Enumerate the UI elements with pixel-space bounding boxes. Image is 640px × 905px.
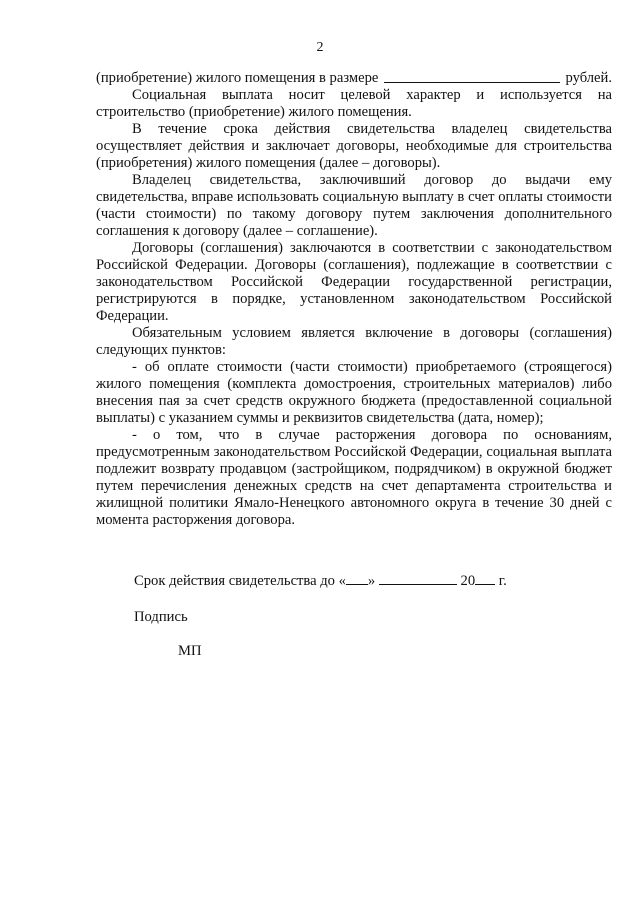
amount-blank <box>384 70 559 83</box>
paragraph-contracts: В течение срока действия свидетельства владелец свидетельства осуществляет действия и заключает договоры, необходимые для строительства (приобретения) жилого помещения (далее – договоры). <box>96 121 612 171</box>
validity-prefix: Срок действия свидетельства до « <box>134 573 346 589</box>
amount-line-suffix: рублей. <box>565 70 612 86</box>
validity-month-blank <box>379 572 457 585</box>
document-body <box>96 70 612 529</box>
validity-mid: » <box>367 573 376 589</box>
page-number: 2 <box>316 40 324 55</box>
validity-day-blank <box>346 572 368 585</box>
paragraph-purpose: Социальная выплата носит целевой характер и используется на строительство (приобретение) жилого помещения. <box>96 87 612 120</box>
paragraph-mandatory-condition: Обязательным условием является включение в договоры (соглашения) следующих пунктов: <box>96 325 612 358</box>
validity-line <box>134 572 507 590</box>
paragraph-refund-clause: - о том, что в случае расторжения договора по основаниям, предусмотренным законодательством Российской Федерации, социальная выплата подлежит возврату продавцом (застройщиком, подрядчиком) в окружной бюджет путем перечисления денежных средств на счет департамента строительства и жилищной политики Ямало-Ненецкого автономного округа в течение 30 дней с момента расторжения договора. <box>96 427 612 528</box>
paragraph-legislation: Договоры (соглашения) заключаются в соответствии с законодательством Российской Федерации. Договоры (соглашения), подлежащие в соответствии с законодательством Российской Федерации государственной регистрации, регистрируются в порядке, установленном законодательством Российской Федерации. <box>96 240 612 324</box>
validity-year-blank <box>475 572 495 585</box>
stamp-label: МП <box>178 643 202 659</box>
validity-suffix: г. <box>498 573 507 589</box>
paragraph-prior-contract: Владелец свидетельства, заключивший договор до выдачи ему свидетельства, вправе использовать социальную выплату в счет оплаты стоимости (части стоимости) по такому договору путем заключения дополнительного соглашения к договору (далее – соглашение). <box>96 172 612 239</box>
paragraph-payment-clause: - об оплате стоимости (части стоимости) приобретаемого (строящегося) жилого помещения (комплекта домостроения, строительных материалов) либо внесения пая за счет средств окружного бюджета (предоставленной социальной выплаты) с указанием суммы и реквизитов свидетельства (дата, номер); <box>96 359 612 426</box>
amount-line-prefix: (приобретение) жилого помещения в размере <box>96 70 379 86</box>
amount-line <box>96 70 612 87</box>
validity-year-prefix: 20 <box>460 573 476 589</box>
signature-label: Подпись <box>134 609 188 625</box>
